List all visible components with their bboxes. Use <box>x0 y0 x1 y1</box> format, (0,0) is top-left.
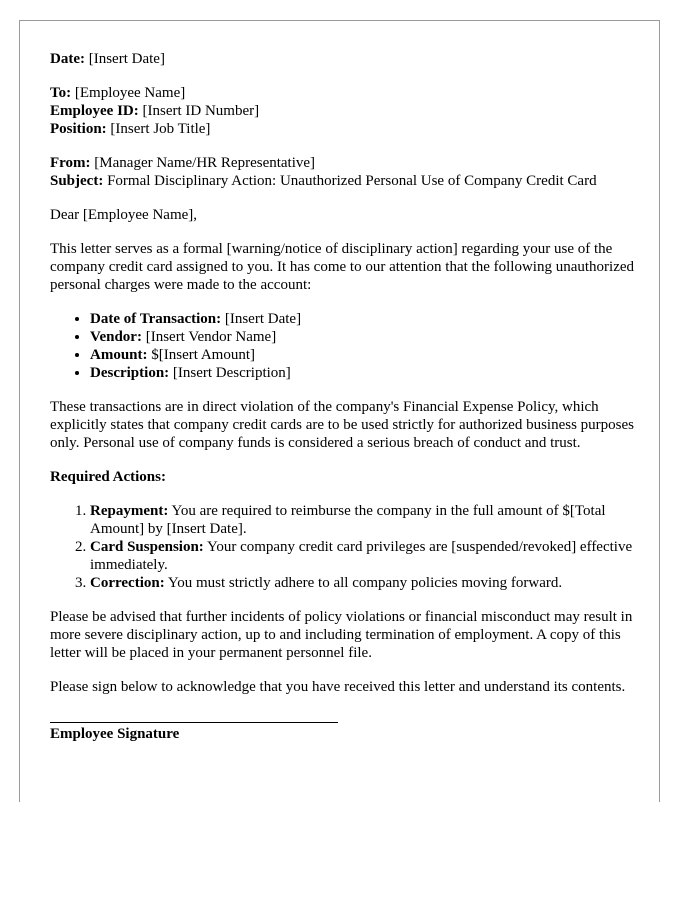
subject-line <box>50 172 640 190</box>
item-label: Repayment: <box>90 503 169 519</box>
item-value: Your company credit card privileges are [suspended/revoked] effective immediately. <box>90 539 633 573</box>
to-line <box>50 84 640 102</box>
from-value: [Manager Name/HR Representative] <box>94 155 316 171</box>
employee-id-line <box>50 102 640 120</box>
position-label: Position: <box>50 121 107 137</box>
item-label: Amount: <box>90 347 148 363</box>
item-label: Date of Transaction: <box>90 311 222 327</box>
subject-value: Formal Disciplinary Action: Unauthorized Personal Use of Company Credit Card <box>107 173 597 189</box>
letter-content <box>50 50 640 743</box>
letter-page <box>19 20 660 802</box>
signature-line <box>50 722 338 723</box>
list-item <box>90 328 640 346</box>
list-item <box>90 346 640 364</box>
item-value: [Insert Description] <box>172 365 291 381</box>
transaction-list <box>50 310 640 382</box>
subject-label: Subject: <box>50 173 104 189</box>
date-line <box>50 50 640 68</box>
list-item <box>90 574 640 592</box>
item-value: $[Insert Amount] <box>151 347 255 363</box>
item-label: Vendor: <box>90 329 142 345</box>
item-label: Card Suspension: <box>90 539 204 555</box>
list-item <box>90 538 640 574</box>
position-value: [Insert Job Title] <box>110 121 211 137</box>
list-item <box>90 310 640 328</box>
required-actions-list <box>50 502 640 592</box>
list-item <box>90 502 640 538</box>
required-actions-heading: Required Actions: <box>50 469 166 485</box>
date-value: [Insert Date] <box>88 51 165 67</box>
item-value: You are required to reimburse the company in the full amount of $[Total Amount] by [Insert Date]. <box>90 503 606 537</box>
list-item <box>90 364 640 382</box>
position-line <box>50 120 640 138</box>
employee-id-label: Employee ID: <box>50 103 139 119</box>
from-label: From: <box>50 155 91 171</box>
to-label: To: <box>50 85 72 101</box>
item-value: [Insert Date] <box>224 311 302 327</box>
item-label: Description: <box>90 365 170 381</box>
employee-id-value: [Insert ID Number] <box>142 103 260 119</box>
from-line <box>50 154 640 172</box>
date-block <box>50 50 640 68</box>
item-value: You must strictly adhere to all company policies moving forward. <box>167 575 563 591</box>
item-label: Correction: <box>90 575 165 591</box>
salutation: Dear [Employee Name], <box>50 207 198 223</box>
advisory-paragraph: Please be advised that further incidents of policy violations or financial misconduct may result in more severe disciplinary action, up to and including termination of employment. A copy of this letter will be placed in your permanent personnel file. <box>50 609 633 661</box>
sender-block <box>50 154 640 190</box>
item-value: [Insert Vendor Name] <box>145 329 277 345</box>
recipient-block <box>50 84 640 138</box>
signature-label: Employee Signature <box>50 726 180 742</box>
date-label: Date: <box>50 51 85 67</box>
violation-paragraph: These transactions are in direct violation of the company's Financial Expense Policy, which explicitly states that company credit cards are to be used strictly for authorized business purposes only. Personal use of company funds is considered a serious breach of conduct and trust. <box>50 399 634 451</box>
to-value: [Employee Name] <box>74 85 186 101</box>
acknowledge-paragraph: Please sign below to acknowledge that you have received this letter and understand its contents. <box>50 679 626 695</box>
intro-paragraph: This letter serves as a formal [warning/notice of disciplinary action] regarding your use of the company credit card assigned to you. It has come to our attention that the following unauthorized personal charges were made to the account: <box>50 241 635 293</box>
